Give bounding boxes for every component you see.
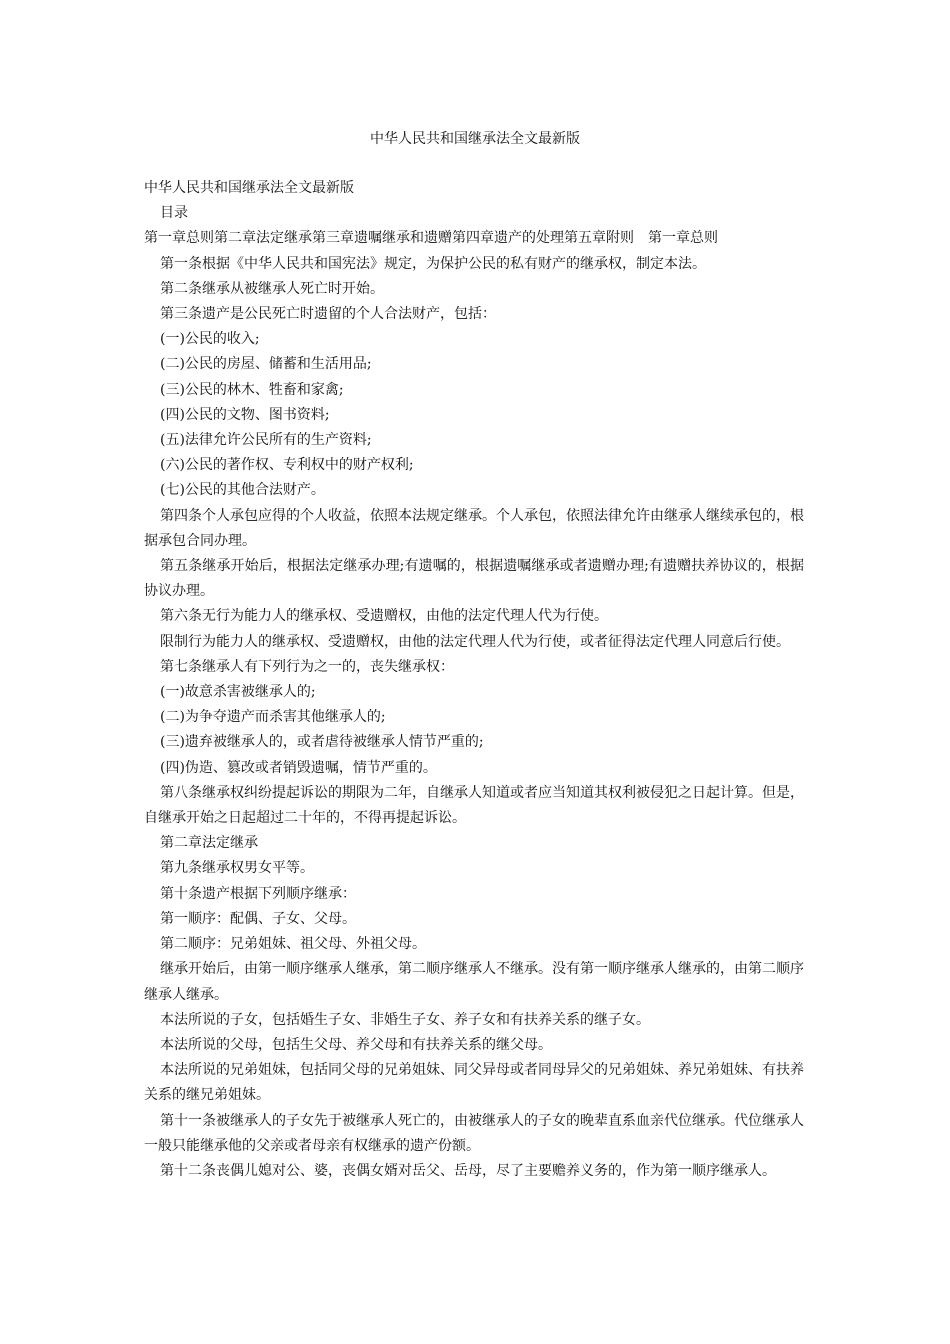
paragraph-line: (三)遗弃被继承人的，或者虐待被继承人情节严重的; [160,734,484,751]
paragraph-line: (七)公民的其他合法财产。 [160,482,325,499]
paragraph-line: (五)法律允许公民所有的生产资料; [160,432,372,449]
paragraph-line: 限制行为能力人的继承权、受遗赠权，由他的法定代理人代为行使，或者征得法定代理人同意后行使。 [160,633,790,650]
paragraph-line: (六)公民的著作权、专利权中的财产权利; [160,457,414,474]
paragraph-line: (三)公民的林木、牲畜和家禽; [160,381,344,398]
paragraph-line: 第三条遗产是公民死亡时遗留的个人合法财产，包括： [160,306,496,323]
paragraph-line: 第十一条被继承人的子女先于被继承人死亡的，由被继承人的子女的晚辈直系血亲代位继承。代位继承人一般只能继承他的父亲或者母亲有权继承的遗产份额。 [144,1112,804,1154]
paragraph-line: 第五条继承开始后，根据法定继承办理;有遗嘱的，根据遗嘱继承或者遗赠办理;有遗赠扶养协议的，根据协议办理。 [144,558,804,600]
paragraph-line: 第二条继承从被继承人死亡时开始。 [160,280,384,297]
paragraph-line: (二)公民的房屋、储蓄和生活用品; [160,356,372,373]
paragraph-line: 第九条继承权男女平等。 [160,860,314,877]
paragraph-line: 第七条继承人有下列行为之一的，丧失继承权： [160,658,454,675]
paragraph-line: 本法所说的兄弟姐妹，包括同父母的兄弟姐妹、同父异母或者同母异父的兄弟姐妹、养兄弟姐妹、有扶养关系的继兄弟姐妹。 [144,1062,804,1104]
paragraph-line: (四)伪造、篡改或者销毁遗嘱，情节严重的。 [160,759,437,776]
paragraph-line: 第四条个人承包应得的个人收益，依照本法规定继承。个人承包，依照法律允许由继承人继续承包的，根据承包合同办理。 [144,507,804,549]
document-body [144,176,804,1184]
paragraph-line: 第十二条丧偶儿媳对公、婆，丧偶女婿对岳父、岳母，尽了主要赡养义务的，作为第一顺序继承人。 [160,1162,776,1179]
paragraph-line: (二)为争夺遗产而杀害其他继承人的; [160,709,386,726]
paragraph-line: 本法所说的父母，包括生父母、养父母和有扶养关系的继父母。 [160,1036,552,1053]
paragraph-line: 第八条继承权纠纷提起诉讼的期限为二年，自继承人知道或者应当知道其权利被侵犯之日起计算。但是，自继承开始之日起超过二十年的，不得再提起诉讼。 [144,784,804,827]
paragraph-line: 第六条无行为能力人的继承权、受遗赠权，由他的法定代理人代为行使。 [160,608,608,625]
page-title: 中华人民共和国继承法全文最新版 [370,131,580,147]
paragraph-line: 本法所说的子女，包括婚生子女、非婚生子女、养子女和有扶养关系的继子女。 [160,1011,650,1028]
paragraph-line: (一)公民的收入; [160,331,260,348]
paragraph-line: 第一顺序：配偶、子女、父母。 [160,910,356,927]
paragraph-line: 第十条遗产根据下列顺序继承： [160,885,356,902]
paragraph-line: (一)故意杀害被继承人的; [160,684,316,701]
paragraph-line: (四)公民的文物、图书资料; [160,406,330,423]
paragraph-line: 继承开始后，由第一顺序继承人继承，第二顺序继承人不继承。没有第一顺序继承人继承的，由第二顺序继承人继承。 [144,961,804,1003]
paragraph-line: 第二顺序：兄弟姐妹、祖父母、外祖父母。 [160,936,426,953]
paragraph-line: 第一章总则第二章法定继承第三章遗嘱继承和遗赠第四章遗产的处理第五章附则 第一章总则 [144,230,718,247]
paragraph-line: 目录 [160,205,188,222]
paragraph-line: 第一条根据《中华人民共和国宪法》规定，为保护公民的私有财产的继承权，制定本法。 [160,255,706,272]
paragraph-line: 第二章法定继承 [160,835,258,852]
paragraph-line: 中华人民共和国继承法全文最新版 [144,180,354,196]
